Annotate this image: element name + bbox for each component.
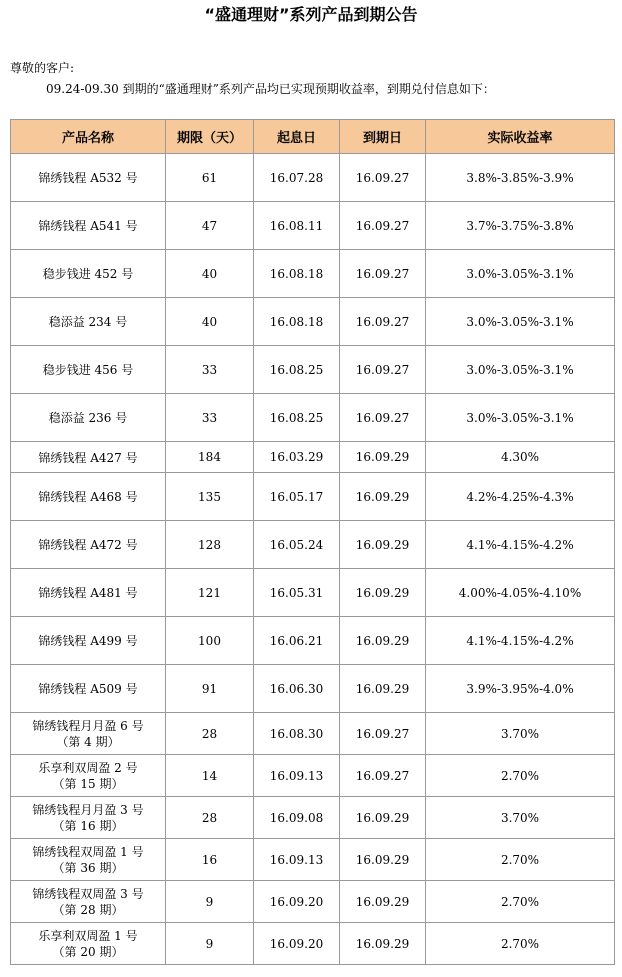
table-row: [11, 298, 615, 346]
table-row: [11, 755, 615, 797]
end-date-cell: 16.09.29: [340, 473, 426, 521]
product-name: 锦绣钱程 A509 号: [38, 682, 138, 696]
end-date-cell: 16.09.29: [340, 617, 426, 665]
table-row: [11, 202, 615, 250]
table-row: [11, 473, 615, 521]
end-date-cell: 16.09.29: [340, 881, 426, 923]
product-name-cell: [11, 250, 166, 298]
intro-text: 09.24-09.30 到期的“盛通理财”系列产品均已实现预期收益率，到期兑付信息如下：: [46, 82, 495, 96]
term-days-cell: 91: [166, 665, 254, 713]
product-name-cell: [11, 473, 166, 521]
start-date-cell: 16.08.11: [254, 202, 340, 250]
greeting-text: 尊敬的客户:: [10, 61, 75, 75]
start-date-cell: 16.08.25: [254, 346, 340, 394]
table-header-row: [11, 120, 615, 154]
actual-yield-cell: 3.70%: [426, 797, 615, 839]
term-days-cell: 28: [166, 797, 254, 839]
start-date-cell: 16.05.17: [254, 473, 340, 521]
end-date-cell: 16.09.29: [340, 442, 426, 473]
term-days-cell: 100: [166, 617, 254, 665]
term-days-cell: 33: [166, 346, 254, 394]
end-date-cell: 16.09.27: [340, 250, 426, 298]
actual-yield-cell: 3.0%-3.05%-3.1%: [426, 250, 615, 298]
product-name: 锦绣钱程 A499 号: [38, 634, 138, 648]
start-date-cell: 16.09.08: [254, 797, 340, 839]
product-name-cell: [11, 202, 166, 250]
product-name-cell: [11, 923, 166, 965]
term-days-cell: 14: [166, 755, 254, 797]
table-row: [11, 797, 615, 839]
term-days-cell: 40: [166, 298, 254, 346]
product-name: 锦绣钱程 A541 号: [38, 219, 138, 233]
product-name-cell: [11, 713, 166, 755]
table-row: [11, 250, 615, 298]
term-days-cell: 128: [166, 521, 254, 569]
header-actual-yield: 实际收益率: [426, 120, 615, 154]
end-date-cell: 16.09.27: [340, 154, 426, 202]
product-period: （第 28 期）: [52, 902, 124, 917]
product-period: （第 15 期）: [52, 776, 124, 791]
product-name: 稳添益 236 号: [48, 411, 128, 425]
start-date-cell: 16.08.30: [254, 713, 340, 755]
actual-yield-cell: 3.9%-3.95%-4.0%: [426, 665, 615, 713]
product-name-cell: [11, 154, 166, 202]
start-date-cell: 16.05.31: [254, 569, 340, 617]
table-row: [11, 442, 615, 473]
product-name-cell: [11, 755, 166, 797]
product-name: 锦绣钱程月月盈 6 号: [32, 718, 144, 733]
term-days-cell: 16: [166, 839, 254, 881]
end-date-cell: 16.09.27: [340, 713, 426, 755]
product-name-cell: [11, 394, 166, 442]
product-name-cell: [11, 521, 166, 569]
start-date-cell: 16.08.18: [254, 250, 340, 298]
product-name: 稳步钱进 456 号: [42, 363, 134, 377]
table-row: [11, 394, 615, 442]
actual-yield-cell: 3.0%-3.05%-3.1%: [426, 346, 615, 394]
page-title: “盛通理财”系列产品到期公告: [204, 5, 418, 24]
product-period: （第 16 期）: [52, 818, 124, 833]
end-date-cell: 16.09.27: [340, 394, 426, 442]
start-date-cell: 16.08.18: [254, 298, 340, 346]
actual-yield-cell: 3.70%: [426, 713, 615, 755]
product-name: 稳步钱进 452 号: [42, 267, 134, 281]
start-date-cell: 16.07.28: [254, 154, 340, 202]
product-name-cell: [11, 346, 166, 394]
product-name: 锦绣钱程双周盈 3 号: [32, 886, 144, 901]
start-date-cell: 16.06.30: [254, 665, 340, 713]
table-row: [11, 923, 615, 965]
actual-yield-cell: 4.1%-4.15%-4.2%: [426, 617, 615, 665]
product-name: 锦绣钱程 A472 号: [38, 538, 138, 552]
actual-yield-cell: 4.30%: [426, 442, 615, 473]
actual-yield-cell: 2.70%: [426, 923, 615, 965]
term-days-cell: 47: [166, 202, 254, 250]
product-name: 乐享利双周盈 2 号: [38, 760, 138, 775]
term-days-cell: 61: [166, 154, 254, 202]
table-row: [11, 521, 615, 569]
term-days-cell: 33: [166, 394, 254, 442]
actual-yield-cell: 2.70%: [426, 881, 615, 923]
product-name: 锦绣钱程 A468 号: [38, 490, 138, 504]
product-name-cell: [11, 839, 166, 881]
term-days-cell: 9: [166, 881, 254, 923]
end-date-cell: 16.09.27: [340, 346, 426, 394]
end-date-cell: 16.09.29: [340, 797, 426, 839]
product-name-cell: [11, 298, 166, 346]
end-date-cell: 16.09.29: [340, 569, 426, 617]
table-row: [11, 713, 615, 755]
start-date-cell: 16.09.13: [254, 839, 340, 881]
product-period: （第 4 期）: [56, 734, 120, 749]
table-row: [11, 346, 615, 394]
actual-yield-cell: 2.70%: [426, 839, 615, 881]
product-name: 锦绣钱程 A481 号: [38, 586, 138, 600]
start-date-cell: 16.09.13: [254, 755, 340, 797]
end-date-cell: 16.09.27: [340, 202, 426, 250]
end-date-cell: 16.09.29: [340, 839, 426, 881]
actual-yield-cell: 3.7%-3.75%-3.8%: [426, 202, 615, 250]
term-days-cell: 184: [166, 442, 254, 473]
table-row: [11, 839, 615, 881]
product-name-cell: [11, 797, 166, 839]
table-row: [11, 617, 615, 665]
end-date-cell: 16.09.29: [340, 521, 426, 569]
maturity-table: [10, 119, 615, 965]
term-days-cell: 9: [166, 923, 254, 965]
header-start-date: 起息日: [254, 120, 340, 154]
product-name-cell: [11, 617, 166, 665]
start-date-cell: 16.08.25: [254, 394, 340, 442]
actual-yield-cell: 4.1%-4.15%-4.2%: [426, 521, 615, 569]
actual-yield-cell: 2.70%: [426, 755, 615, 797]
product-name-cell: [11, 665, 166, 713]
actual-yield-cell: 4.2%-4.25%-4.3%: [426, 473, 615, 521]
start-date-cell: 16.05.24: [254, 521, 340, 569]
start-date-cell: 16.06.21: [254, 617, 340, 665]
product-name-cell: [11, 442, 166, 473]
actual-yield-cell: 3.0%-3.05%-3.1%: [426, 298, 615, 346]
table-row: [11, 881, 615, 923]
actual-yield-cell: 3.0%-3.05%-3.1%: [426, 394, 615, 442]
header-term-days: 期限（天）: [166, 120, 254, 154]
product-name: 锦绣钱程月月盈 3 号: [32, 802, 144, 817]
table-row: [11, 569, 615, 617]
term-days-cell: 28: [166, 713, 254, 755]
header-end-date: 到期日: [340, 120, 426, 154]
term-days-cell: 135: [166, 473, 254, 521]
table-row: [11, 154, 615, 202]
product-name-cell: [11, 569, 166, 617]
end-date-cell: 16.09.27: [340, 755, 426, 797]
product-name: 锦绣钱程双周盈 1 号: [32, 844, 144, 859]
product-name: 乐享利双周盈 1 号: [38, 928, 138, 943]
start-date-cell: 16.03.29: [254, 442, 340, 473]
term-days-cell: 121: [166, 569, 254, 617]
end-date-cell: 16.09.27: [340, 298, 426, 346]
product-period: （第 36 期）: [52, 860, 124, 875]
product-name: 稳添益 234 号: [48, 315, 128, 329]
actual-yield-cell: 4.00%-4.05%-4.10%: [426, 569, 615, 617]
product-period: （第 20 期）: [52, 944, 124, 959]
table-row: [11, 665, 615, 713]
term-days-cell: 40: [166, 250, 254, 298]
product-name-cell: [11, 881, 166, 923]
actual-yield-cell: 3.8%-3.85%-3.9%: [426, 154, 615, 202]
end-date-cell: 16.09.29: [340, 665, 426, 713]
start-date-cell: 16.09.20: [254, 881, 340, 923]
product-name: 锦绣钱程 A532 号: [38, 171, 138, 185]
end-date-cell: 16.09.29: [340, 923, 426, 965]
header-product-name: 产品名称: [11, 120, 166, 154]
start-date-cell: 16.09.20: [254, 923, 340, 965]
product-name: 锦绣钱程 A427 号: [38, 450, 138, 465]
